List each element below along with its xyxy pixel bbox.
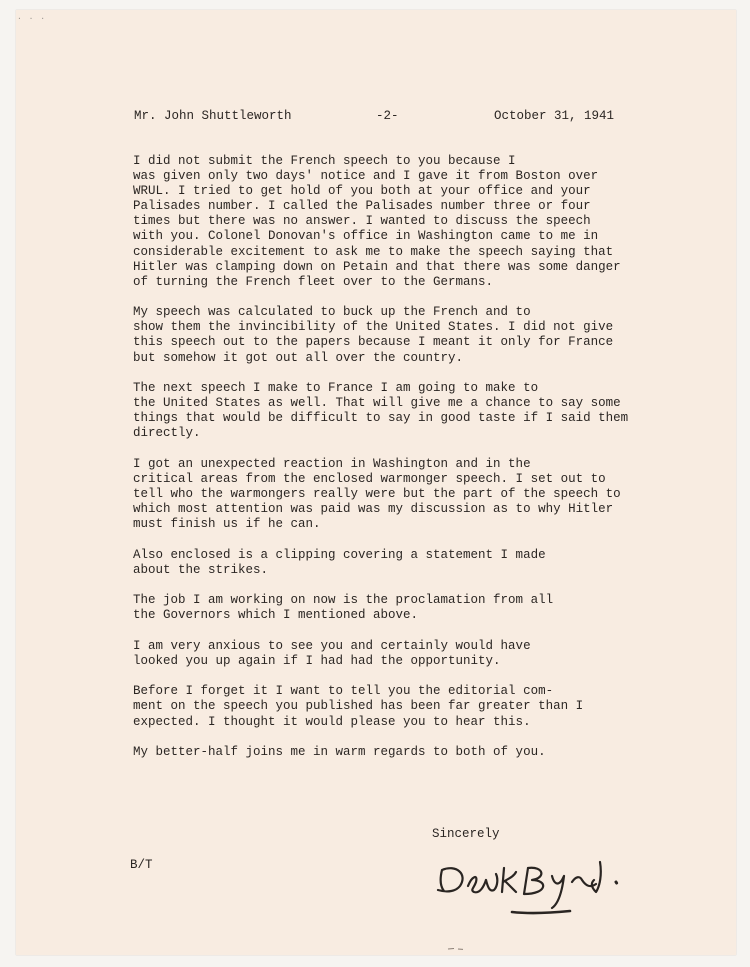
header-date: October 31, 1941 bbox=[494, 109, 615, 123]
handwritten-signature bbox=[420, 848, 650, 918]
paragraph-warmonger-speech: I got an unexpected reaction in Washington and in the critical areas from the enclosed warmonger speech. I set out to tell who the warmongers really were but the part of the speech to which most attention was paid was my discussion as to why Hitler must finish us if he can. bbox=[133, 456, 621, 532]
letter-body bbox=[133, 154, 643, 776]
typist-initials: B/T bbox=[130, 858, 153, 872]
header-page-number: -2- bbox=[376, 109, 399, 123]
paragraph-french-speech: I did not submit the French speech to you because I was given only two days' notice and I gave it from Boston over WRUL. I tried to get hold of you both at your office and your Palisades number. I called the Palisades number three or four times but there was no answer. I wanted to discuss the speech with you. Colonel Donovan's office in Washington came to me in considerable excitement to ask me to make the speech saying that Hitler was clamping down on Petain and that there was some danger of turning the French fleet over to the Germans. bbox=[133, 154, 621, 289]
corner-mark: · · · bbox=[17, 14, 47, 23]
paragraph-clipping: Also enclosed is a clipping covering a statement I made about the strikes. bbox=[133, 547, 546, 577]
stray-ink-mark bbox=[446, 947, 466, 951]
paragraph-anxious: I am very anxious to see you and certainly would have looked you up again if I had had the opportunity. bbox=[133, 638, 531, 668]
paragraph-next-speech: The next speech I make to France I am going to make to the United States as well. That will give me a chance to say some things that would be difficult to say in good taste if I said them directly. bbox=[133, 381, 629, 441]
paragraph-proclamation: The job I am working on now is the proclamation from all the Governors which I mentioned above. bbox=[133, 593, 554, 623]
header-recipient: Mr. John Shuttleworth bbox=[134, 109, 292, 123]
paragraph-editorial: Before I forget it I want to tell you the editorial com- ment on the speech you published has been far greater than I expected. I thought it would please you to hear this. bbox=[133, 684, 584, 729]
closing-sincerely: Sincerely bbox=[432, 827, 500, 841]
paragraph-speech-purpose: My speech was calculated to buck up the French and to show them the invincibility of the United States. I did not give this speech out to the papers because I meant it only for France but somehow it got out all over the country. bbox=[133, 305, 614, 365]
paragraph-regards: My better-half joins me in warm regards to both of you. bbox=[133, 745, 546, 760]
